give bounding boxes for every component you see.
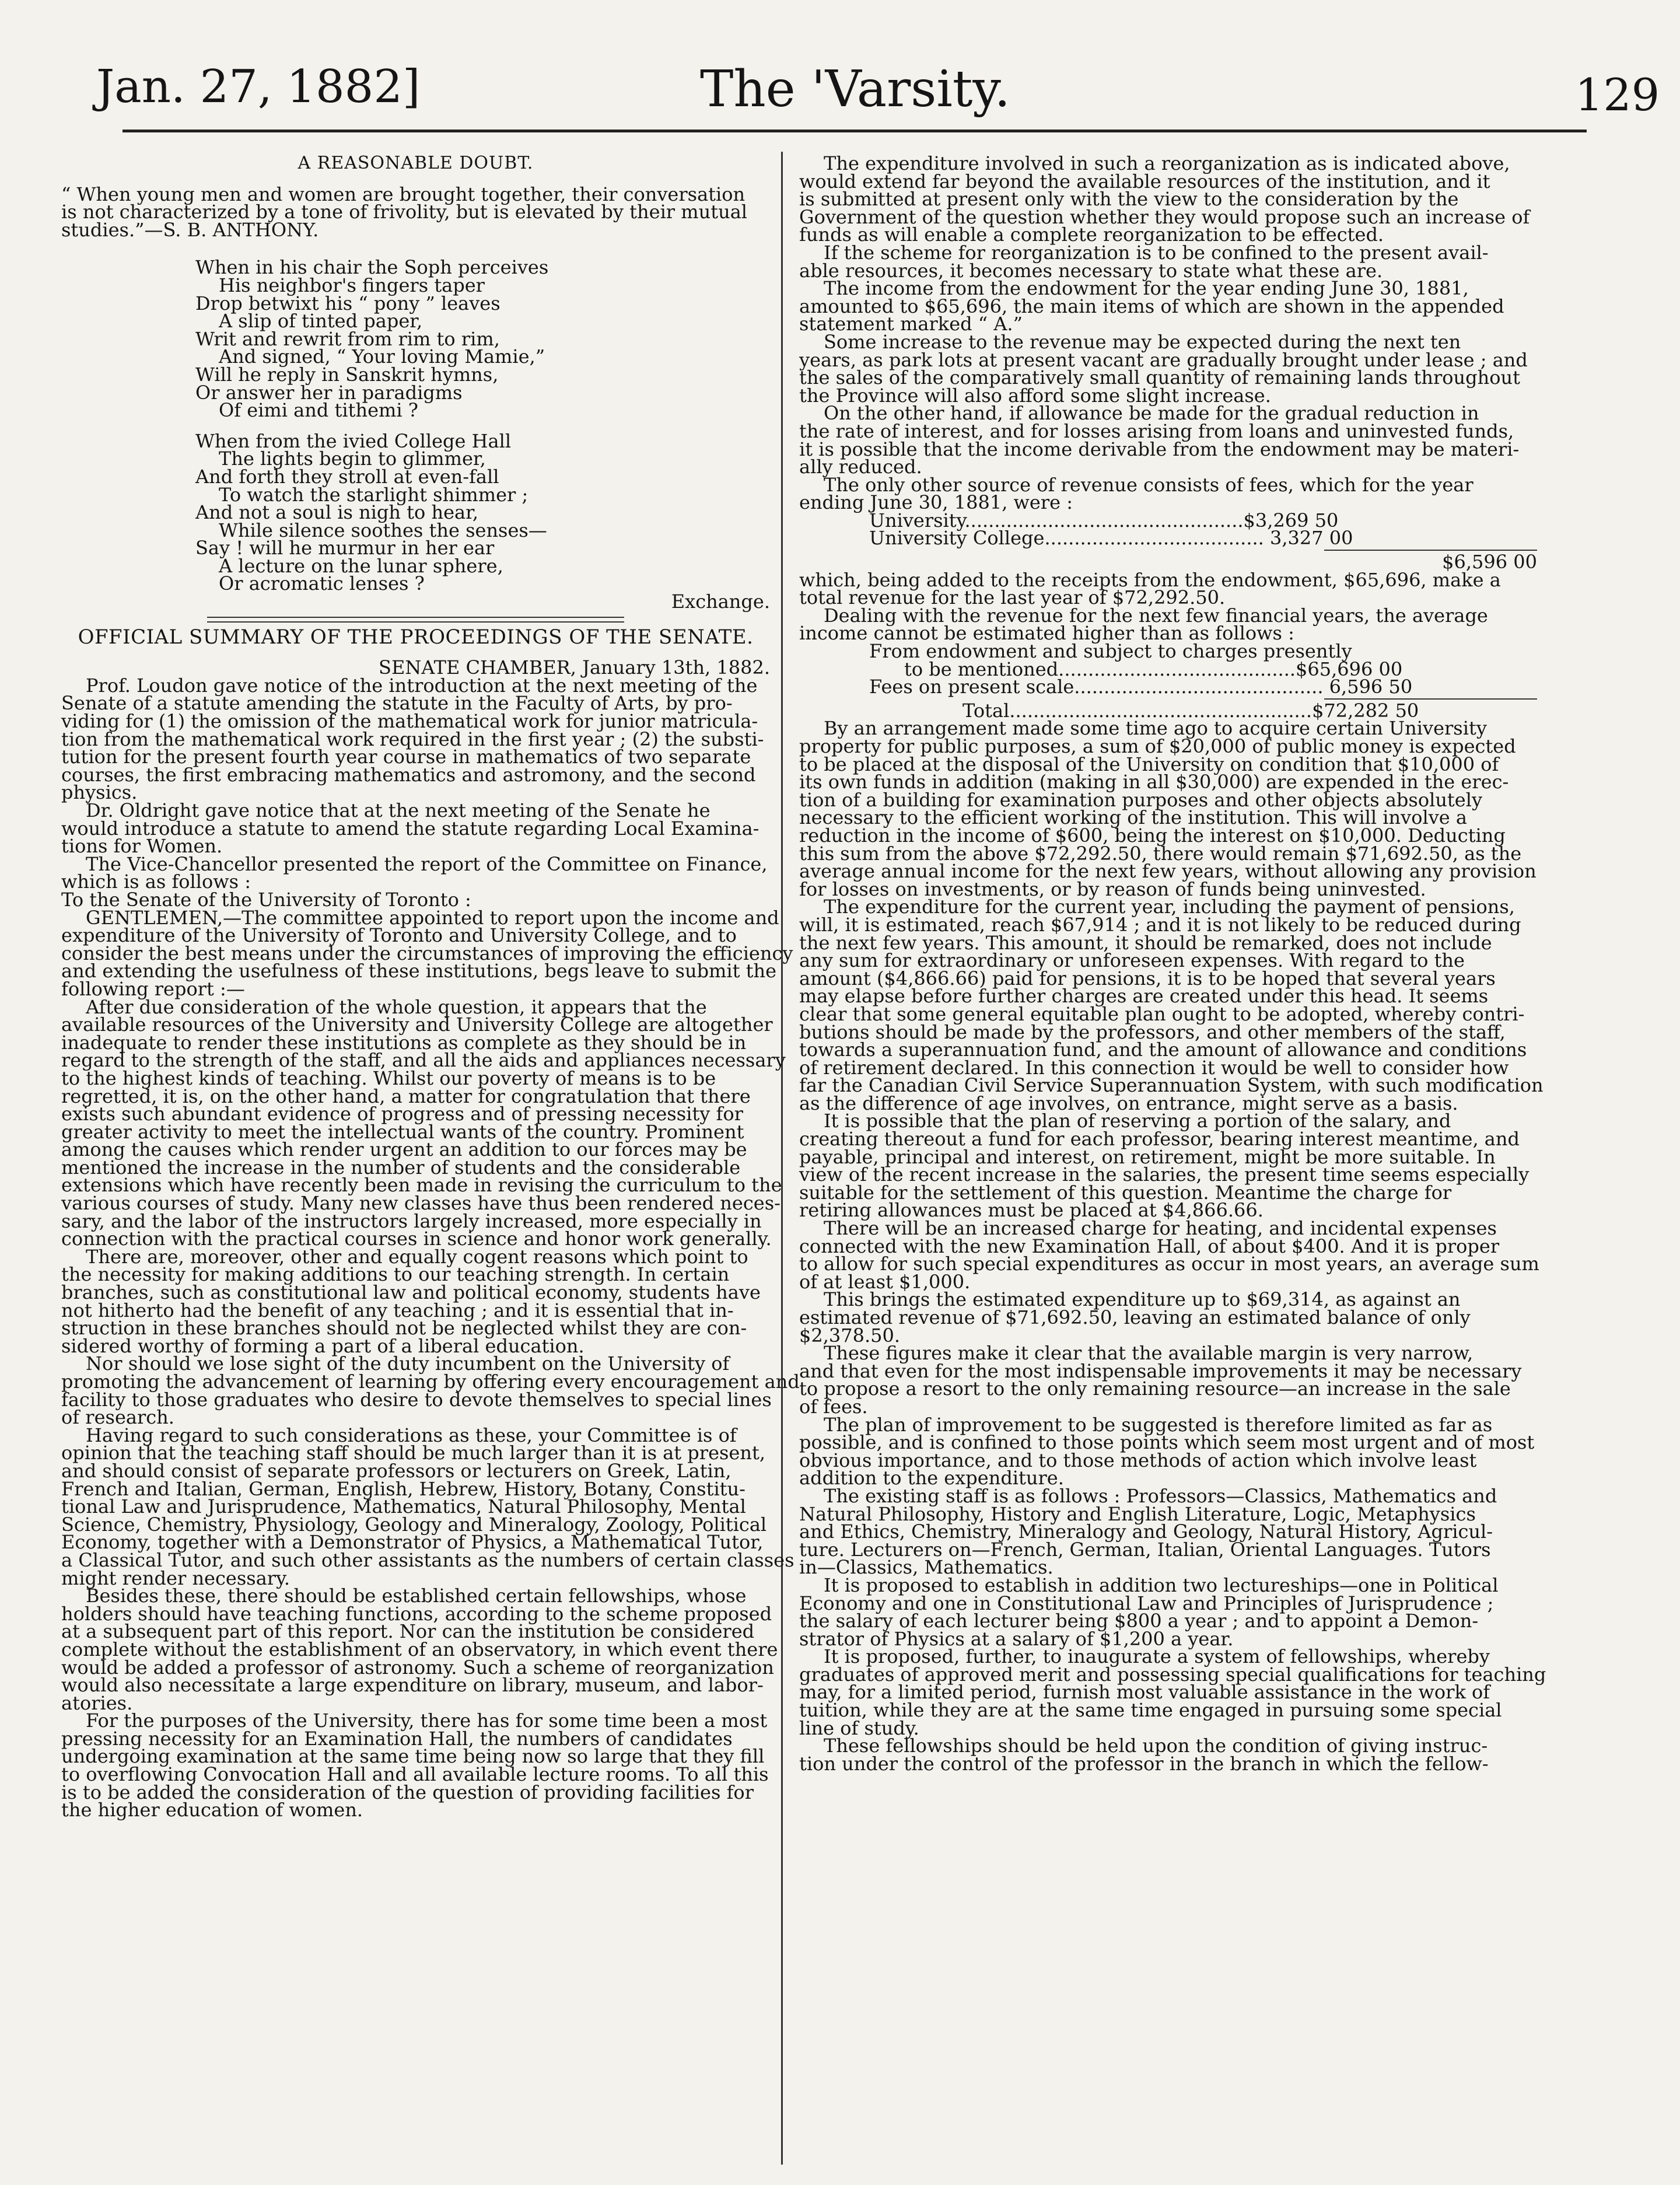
text-line: would also necessitate a large expenditure on library, museum, and labor- [61,1674,764,1697]
poem-line: Say ! will he murmur in her ear [195,537,495,560]
text-line: sary, and the labor of the instructors largely increased, more especially in [61,1209,762,1232]
text-line: Natural Philosophy, History and English Literature, Logic, Metaphysics [799,1502,1476,1525]
text-line: tions for Women. [61,835,223,858]
text-line: and Ethics, Chemistry, Mineralogy and Geology, Natural History, Agricul- [799,1520,1493,1543]
section-heading: A REASONABLE DOUBT. [298,153,534,173]
text-line: amounted to $65,696, the main items of which are shown in the appended [799,295,1504,317]
text-line: payable, principal and interest, on retirement, might be more suitable. In [799,1145,1496,1168]
text-line: necessary to the efficient working of the institution. This will involve a [799,806,1467,829]
poem-line: Will he reply in Sanskrit hymns, [195,363,499,386]
left-column [61,153,800,1822]
text-line: opinion that the teaching staff should be much larger than it is at present, [61,1442,765,1464]
text-line: undergoing examination at the same time being now so large that they fill [61,1745,765,1768]
text-line: the Province will also afford some slight increase. [799,384,1271,407]
text-line: would extend far beyond the available resources of the institution, and it [799,170,1490,193]
text-line: Nor should we lose sight of the duty incumbent on the University of [86,1352,730,1375]
text-line: would introduce a statute to amend the statute regarding Local Examina- [61,817,760,840]
poem-line: And signed, “ Your loving Mamie,” [219,345,545,368]
poem-line: Writ and rewrit from rim to rim, [195,327,500,350]
poem-line: Drop betwixt his “ pony ” leaves [195,292,501,314]
text-line: the rate of interest, and for losses arising from loans and uninvested funds, [799,419,1514,442]
text-line: regard to the strength of the staff, and all the aids and appliances necessary [61,1049,786,1072]
text-line: is to be added the consideration of the question of providing facilities for [61,1781,754,1803]
text-line: the necessity for making additions to our teaching strength. In certain [61,1263,730,1286]
text-line: The only other source of revenue consists of fees, which for the year [824,473,1474,496]
text-line: the next few years. This amount, it should be remarked, does not include [799,931,1492,954]
text-line: addition to the expenditure. [799,1467,1064,1490]
text-line: suitable for the settlement of this question. Meantime the charge for [799,1181,1452,1204]
poem-line: While silence soothes the senses— [219,519,547,541]
text-line: Exchange. [671,590,770,613]
publication-title: The 'Varsity. [700,60,1010,118]
text-line: the sales of the comparatively small quantity of remaining lands throughout [799,366,1520,389]
text-line: far the Canadian Civil Service Superannuation System, with such modification [799,1074,1544,1097]
text-line: estimated revenue of $71,692.50, leaving an estimated balance of only [799,1306,1471,1329]
text-line: for losses on investments, or by reason of funds being uninvested. [799,878,1426,900]
text-line: struction in these branches should not be neglected whilst they are con- [61,1317,747,1340]
text-line: ture. Lecturers on—French, German, Italian, Oriental Languages. Tutors [799,1538,1491,1561]
right-column [799,152,1546,1775]
poem-line: A lecture on the lunar sphere, [219,554,503,577]
text-line: sidered worthy of forming a part of a liberal education. [61,1334,584,1357]
text-line: The plan of improvement to be suggested is therefore limited as far as [824,1413,1493,1436]
text-line: amount ($4,866.66) paid for pensions, it is to be hoped that several years [799,967,1496,990]
text-line: which is as follows : [61,870,251,893]
text-line: retiring allowances must be placed at $4,866.66. [799,1199,1264,1222]
text-line: connection with the practical courses in science and honor work generally. [61,1228,772,1250]
text-line: it is possible that the income derivable from the endowment may be materi- [799,438,1520,460]
poem-line: When from the ivied College Hall [195,429,512,452]
text-line: Prof. Loudon gave notice of the introduction at the next meeting of the [86,674,758,697]
text-line: among the causes which render urgent an addition to our forces may be [61,1138,747,1161]
text-line: Science, Chemistry, Physiology, Geology and Mineralogy, Zoology, Political [61,1513,767,1536]
poem-line: Or answer her in paradigms [195,381,463,404]
text-line: years, as park lots at present vacant are gradually brought under lease ; and [799,348,1528,371]
text-line: reduction in the income of $600, being the interest on $10,000. Deducting [799,824,1506,847]
text-line: to the highest kinds of teaching. Whilst our poverty of means is to be [61,1067,716,1089]
poem-line: When in his chair the Soph perceives [195,256,549,279]
text-line: line of study. [799,1716,919,1739]
section-heading: OFFICIAL SUMMARY OF THE PROCEEDINGS OF THE SENATE. [78,625,754,649]
text-line: tion under the control of the professor in the branch in which the fellow- [799,1752,1489,1775]
text-line: Senate of a statute amending the statute in the Faculty of Arts, by pro- [61,692,733,715]
text-line: tion from the mathematical work required in the first year ; (2) the substi- [61,728,764,750]
text-line: It is proposed, further, to inaugurate a system of fellowships, whereby [824,1645,1490,1668]
text-line: Economy and one in Constitutional Law and Principles of Jurisprudence ; [799,1592,1494,1614]
text-line: tution for the present fourth year course in mathematics of two separate [61,746,751,768]
issue-date: Jan. 27, 1882] [96,61,421,113]
text-line: and that even for the most indispensable improvements it may be necessary [799,1359,1522,1382]
text-line: Government of the question whether they would propose such an increase of [799,205,1530,228]
text-line: may, for a limited period, furnish most valuable assistance in the work of [799,1681,1490,1704]
text-line: graduates of approved merit and possessing special qualifications for teaching [799,1663,1546,1686]
text-line: extensions which have recently been made in revising the curriculum to the [61,1174,782,1197]
text-line: Dr. Oldright gave notice that at the next meeting of the Senate he [86,799,710,821]
text-line: pressing necessity for an Examination Hall, the numbers of candidates [61,1727,733,1750]
column-divider [781,152,783,2165]
text-line: as the difference of age involves, on entrance, might serve as a basis. [799,1092,1458,1114]
text-line: creating thereout a fund for each professor, bearing interest meantime, and [799,1128,1520,1151]
text-line: a Classical Tutor, and such other assistants as the numbers of certain classes [61,1548,794,1571]
statement-line: University College..................................... 3,327 00 [869,527,1353,550]
text-line: holders should have teaching functions, according to the scheme proposed [61,1602,772,1625]
text-line: and should consist of separate professors or lecturers on Greek, Latin, [61,1459,732,1482]
text-line: and extending the usefulness of these institutions, begs leave to submit the [61,960,777,983]
text-line: following report :— [61,977,245,1000]
text-line: There will be an increased charge for heating, and incidental expenses [824,1217,1497,1240]
text-line: branches, such as constitutional law and political economy, students have [61,1281,761,1304]
text-line: The expenditure involved in such a reorganization as is indicated above, [824,152,1510,174]
text-line: After due consideration of the whole question, it appears that the [86,995,707,1018]
text-line: tion of a building for examination purposes and other objects absolutely [799,788,1483,811]
text-line: It is proposed to establish in addition two lectureships—one in Political [824,1574,1499,1596]
text-line: which, being added to the receipts from the endowment, $65,696, make a [799,568,1501,591]
poem-line: And not a soul is nigh to hear, [195,501,479,524]
text-line: expenditure of the University of Toronto and University College, and to [61,924,737,947]
page-number: 129 [1575,69,1660,121]
text-line: mentioned the increase in the number of students and the considerable [61,1156,741,1179]
poem-line: Of eimi and tithemi ? [219,399,418,422]
text-line: viding for (1) the omission of the mathematical work for junior matricula- [61,710,758,733]
text-line: might render necessary. [61,1567,290,1589]
text-line: possible, and is confined to those points which seem most urgent and of most [799,1431,1535,1454]
text-line: This brings the estimated expenditure up to $69,314, as against an [824,1288,1461,1311]
text-line: GENTLEMEN,—The committee appointed to report upon the income and [86,906,779,929]
text-line: of research. [61,1406,174,1429]
text-line: to overflowing Convocation Hall and all available lecture rooms. To all this [61,1763,769,1786]
masthead-rule [123,130,1587,132]
text-line: For the purposes of the University, there has for some time been a most [86,1709,768,1732]
text-line: butions should be made by the professors, and other members of the staff, [799,1020,1506,1043]
text-line: inadequate to render these institutions as complete as they should be in [61,1031,747,1054]
poem-line: The lights begin to glimmer, [219,448,486,470]
text-line: studies.”—S. B. ANTHONY. [61,218,319,241]
text-line: not hitherto had the benefit of any teaching ; and it is essential that in- [61,1299,734,1322]
text-line: statement marked “ A.” [799,313,1023,335]
statement-line: Total...................................................$72,282 50 [963,699,1419,722]
text-line: These fellowships should be held upon the condition of giving instruc- [824,1735,1488,1757]
text-line: promoting the advancement of learning by offering every encouragement and [61,1371,800,1393]
text-line: tional Law and Jurisprudence, Mathematics, Natural Philosophy, Mental [61,1495,746,1518]
statement-line: Fees on present scale.......................................... 6,596 50 [869,676,1413,698]
text-line: the salary of each lecturer being $800 a year ; and to appoint a Demon- [799,1610,1479,1632]
text-line: courses, the first embracing mathematics and astromony, and the second [61,763,756,786]
poem-line: A slip of tinted paper, [219,310,423,333]
text-line: $2,378.50. [799,1324,901,1347]
text-line: various courses of study. Many new classes have thus been rendered neces- [61,1192,780,1215]
text-line: any sum for extraordinary or unforeseen expenses. With regard to the [799,949,1465,972]
text-line: It is possible that the plan of reserving a portion of the salary, and [824,1110,1451,1132]
text-line: ally reduced. [799,456,922,478]
text-line: Dealing with the revenue for the next few financial years, the average [824,604,1488,627]
text-line: to allow for such special expenditures as occur in most years, an average sum [799,1253,1539,1275]
text-line: Economy, together with a Demonstrator of Physics, a Mathematical Tutor, [61,1531,764,1554]
statement-line: to be mentioned........................................$65,696 00 [904,658,1403,680]
text-line: average annual income for the next few years, without allowing any provision [799,860,1536,883]
text-line: Having regard to such considerations as these, your Committee is of [86,1424,737,1446]
text-line: exists such abundant evidence of progress and of pressing necessity for [61,1103,743,1125]
text-line: property for public purposes, a sum of $20,000 of public money is expected [799,735,1516,757]
text-line: at a subsequent part of this report. Nor can the institution be considered [61,1620,755,1643]
text-line: These figures make it clear that the available margin is very narrow, [824,1342,1474,1365]
text-line: strator of Physics at a salary of $1,200 a year. [799,1627,1234,1650]
text-line: may elapse before further charges are created under this head. It seems [799,985,1489,1008]
text-line: SENATE CHAMBER, January 13th, 1882. [379,656,770,679]
text-line: French and Italian, German, English, Hebrew, History, Botany, Constitu- [61,1477,746,1500]
statement-line: From endowment and subject to charges presently [869,640,1352,663]
text-line: able resources, it becomes necessary to state what these are. [799,259,1383,282]
text-line: in—Classics, Mathematics. [799,1556,1054,1579]
text-line: clear that some general equitable plan ought to be adopted, whereby contri- [799,1002,1525,1025]
text-line: total revenue for the last year of $72,292.50. [799,586,1226,609]
text-line: is submitted at present only with the view to the consideration by the [799,188,1459,211]
poem-line: To watch the starlight shimmer ; [219,483,528,506]
text-line: Besides these, there should be established certain fellowships, whose [86,1585,747,1607]
text-line: income cannot be estimated higher than as follows : [799,622,1294,645]
masthead [0,0,1680,143]
text-line: to be placed at the disposal of the University on condition that $10,000 of [799,753,1499,775]
text-line: towards a superannuation fund, and the amount of allowance and conditions [799,1039,1527,1061]
text-line: There are, moreover, other and equally cogent reasons which point to [86,1245,748,1268]
text-line: If the scheme for reorganization is to be confined to the present avail- [824,241,1489,264]
text-line: this sum from the above $72,292.50, there would remain $71,692.50, as the [799,842,1522,865]
text-line: of at least $1,000. [799,1270,971,1293]
text-line: regretted, it is, on the other hand, a matter for congratulation that there [61,1085,751,1107]
text-line: By an arrangement made some time ago to acquire certain University [824,717,1487,740]
text-line: $6,596 00 [1442,551,1537,574]
text-line: to propose a resort to the only remaining resource—an increase in the sale [799,1378,1511,1400]
text-line: its own funds in addition (making in all $30,000) are expended in the erec- [799,771,1509,793]
text-line: obvious importance, and to those methods of action which involve least [799,1449,1477,1471]
text-line: tuition, while they are at the same time engaged in pursuing some special [799,1699,1502,1722]
text-line: On the other hand, if allowance be made for the gradual reduction in [824,402,1479,425]
text-line: connected with the new Examination Hall, of about $400. And it is proper [799,1235,1500,1257]
section-rule [207,617,624,623]
text-line: To the Senate of the University of Toronto : [61,888,471,911]
text-line: of fees. [799,1395,868,1418]
text-line: will, it is estimated, reach $67,914 ; and it is not likely to be reduced during [799,913,1521,936]
text-line: The existing staff is as follows : Professors—Classics, Mathematics and [824,1484,1497,1507]
text-line: The income from the endowment for the year ending June 30, 1881, [824,277,1469,300]
text-line: is not characterized by a tone of frivolity, but is elevated by their mutual [61,201,747,223]
spacer [61,239,770,258]
text-line: complete without the establishment of an observatory, in which event there [61,1638,778,1660]
text-line: would be added a professor of astronomy. Such a scheme of reorganization [61,1656,774,1679]
text-line: Some increase to the revenue may be expected during the next ten [824,330,1461,353]
text-line: “ When young men and women are brought together, their conversation [61,183,746,205]
text-line: ending June 30, 1881, were : [799,491,1073,514]
text-line: physics. [61,781,138,804]
text-line: facility to those graduates who desire to devote themselves to special lines [61,1388,772,1411]
text-line: funds as will enable a complete reorganization to be effected. [799,223,1384,246]
poem-line: And forth they stroll at even-fall [195,465,499,488]
poem-line: His neighbor's fingers taper [219,274,485,296]
statement-line: University...............................................$3,269 50 [869,509,1339,532]
text-line: atories. [61,1691,133,1714]
poem-line: Or acromatic lenses ? [219,572,425,595]
text-line: The Vice-Chancellor presented the report of the Committee on Finance, [86,852,768,875]
text-line: the higher education of women. [61,1799,363,1822]
text-line: The expenditure for the current year, including the payment of pensions, [824,896,1515,918]
text-line: consider the best means under the circumstances of improving the efficiency [61,942,793,964]
text-line: of retirement declared. In this connection it would be well to consider how [799,1056,1509,1079]
text-line: view of the recent increase in the salaries, the present time seems especially [799,1163,1530,1186]
text-line: available resources of the University and University College are altogether [61,1013,773,1036]
text-line: greater activity to meet the intellectual wants of the country. Prominent [61,1120,744,1143]
